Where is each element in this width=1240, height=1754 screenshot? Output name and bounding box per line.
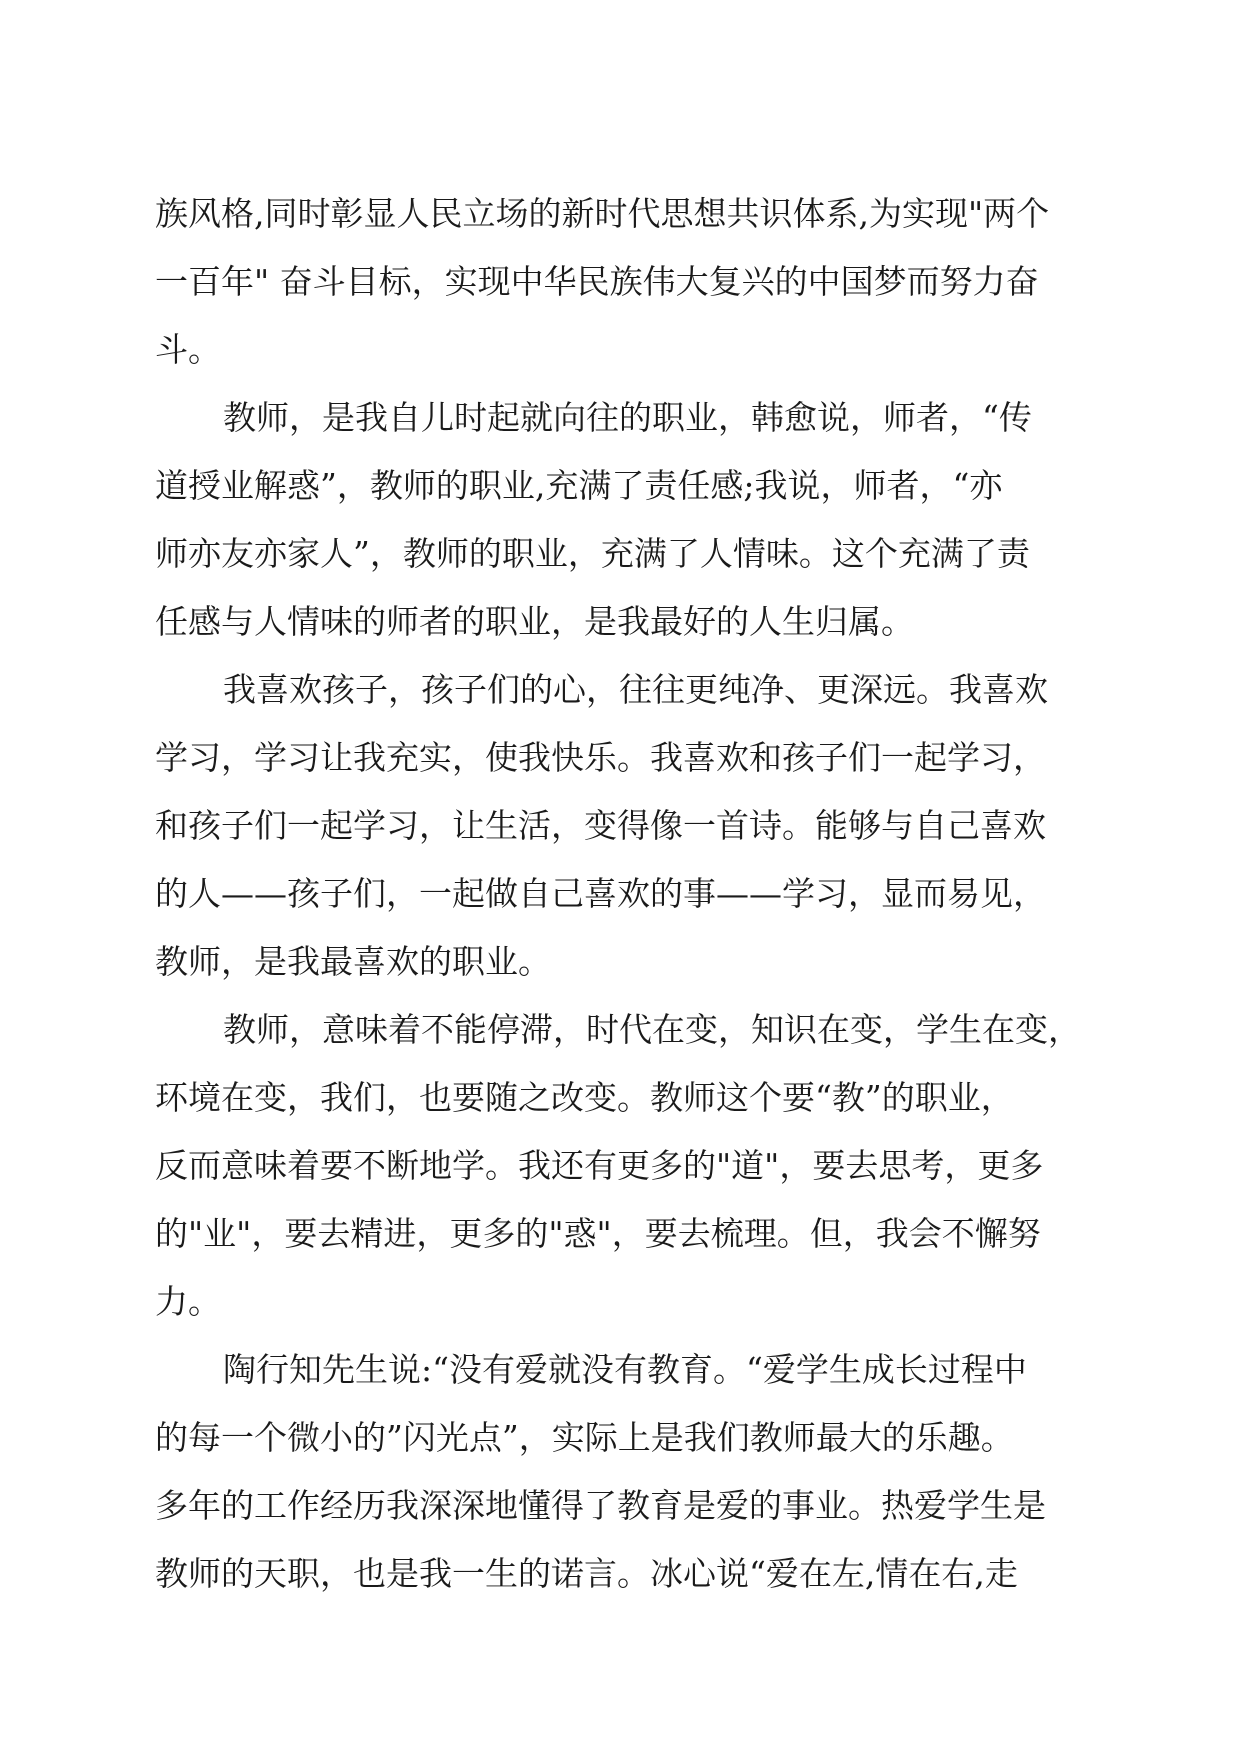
text-line: 的"业"，要去精进，更多的"惑"，要去梳理。但，我会不懈努 bbox=[155, 1214, 1041, 1253]
text-line: 教师，是我最喜欢的职业。 bbox=[155, 942, 551, 981]
text-line: 教师，意味着不能停滞，时代在变，知识在变，学生在变， bbox=[223, 1010, 1081, 1049]
text-line: 学习，学习让我充实，使我快乐。我喜欢和孩子们一起学习， bbox=[155, 738, 1046, 777]
text-line: 族风格,同时彰显人民立场的新时代思想共识体系,为实现"两个 bbox=[155, 194, 1050, 233]
text-line: 一百年" 奋斗目标，实现中华民族伟大复兴的中国梦而努力奋 bbox=[155, 262, 1039, 301]
paragraph-teacher-calling bbox=[155, 384, 1075, 656]
text-line: 环境在变，我们，也要随之改变。教师这个要“教”的职业， bbox=[155, 1078, 1014, 1117]
text-line: 教师，是我自儿时起就向往的职业，韩愈说，师者，“传 bbox=[223, 398, 1032, 437]
text-line: 力。 bbox=[155, 1282, 221, 1321]
text-line: 教师的天职，也是我一生的诺言。冰心说“爱在左,情在右,走 bbox=[155, 1554, 1018, 1593]
paragraph-keep-learning bbox=[155, 996, 1081, 1336]
text-line: 的每一个微小的”闪光点”，实际上是我们教师最大的乐趣。 bbox=[155, 1418, 1014, 1457]
text-line: 陶行知先生说:“没有爱就没有教育。“爱学生成长过程中 bbox=[223, 1350, 1027, 1389]
paragraph-love-education bbox=[155, 1336, 1075, 1608]
text-line: 和孩子们一起学习，让生活，变得像一首诗。能够与自己喜欢 bbox=[155, 806, 1046, 845]
text-line: 的人——孩子们，一起做自己喜欢的事——学习，显而易见， bbox=[155, 874, 1046, 913]
text-line: 道授业解惑”，教师的职业,充满了责任感;我说，师者，“亦 bbox=[155, 466, 1003, 505]
text-line: 反而意味着要不断地学。我还有更多的"道"，要去思考，更多 bbox=[155, 1146, 1044, 1185]
text-line: 多年的工作经历我深深地懂得了教育是爱的事业。热爱学生是 bbox=[155, 1486, 1046, 1525]
text-line: 我喜欢孩子，孩子们的心，往往更纯净、更深远。我喜欢 bbox=[223, 670, 1048, 709]
text-line: 师亦友亦家人”，教师的职业，充满了人情味。这个充满了责 bbox=[155, 534, 1030, 573]
paragraph-continuation bbox=[155, 180, 1075, 384]
paragraph-love-children bbox=[155, 656, 1075, 996]
document-body bbox=[155, 180, 1081, 1608]
text-line: 斗。 bbox=[155, 330, 221, 369]
text-line: 任感与人情味的师者的职业，是我最好的人生归属。 bbox=[155, 602, 914, 641]
